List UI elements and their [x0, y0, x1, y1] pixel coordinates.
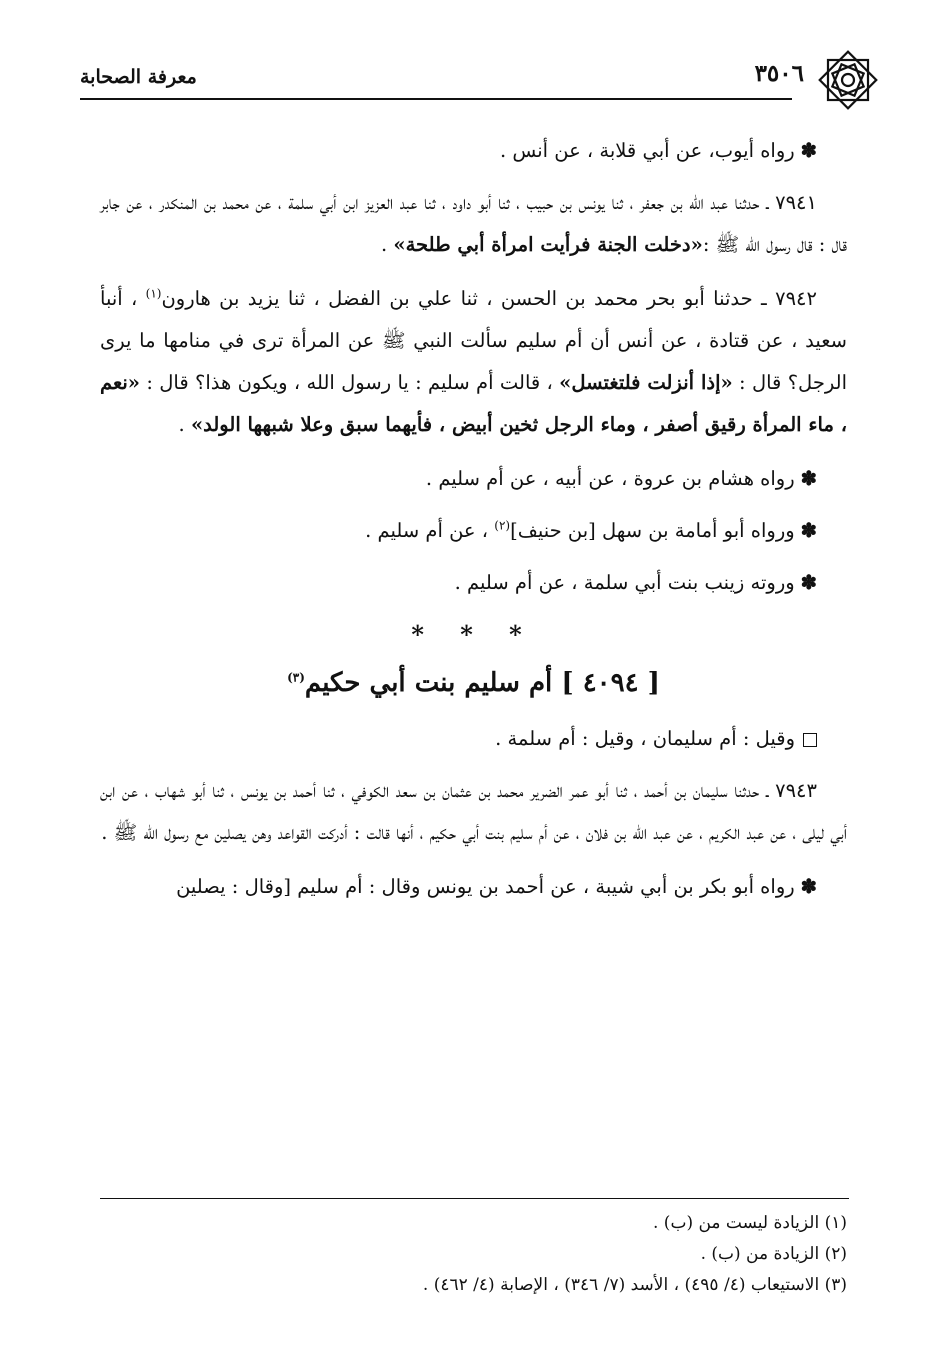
footnote-ref: (٣): [287, 670, 305, 685]
entry-heading: [ ٤٠٩٤ ] أم سليم بنت أبي حكيم$^{(٣)}$: [287, 668, 660, 698]
star-bullet-icon: ✽: [800, 467, 817, 490]
footnote-ref: (٢): [494, 518, 511, 533]
page-number: ٣٥٠٦: [754, 60, 804, 87]
footnote-rule: [100, 1198, 849, 1199]
narration-note: ✽وروته زينب بنت أبي سلمة ، عن أم سليم .: [454, 571, 817, 594]
star-bullet-icon: ✽: [800, 139, 817, 162]
footnote: (٢) الزيادة من (ب) .: [700, 1244, 847, 1264]
hadith-7943: ٧٩٤٣ ـ حدثنا سليمان بن أحمد ، ثنا أبو عمر الضرير محمد بن عثمان بن سعد الكوفي ، ثنا أحمد بن يونس ، ثنا أبو شهاب ، عن ابن أبي ليلى ، عن عبد الكريم ، عن عبد الله بن فلان ، عن أم سليم بنت أبي حكيم ، أنها قالت : أدركت القواعد وهن يصلين مع رسول الله ﷺ .: [100, 779, 847, 844]
narration-note: ✽رواه هشام بن عروة ، عن أبيه ، عن أم سليم .: [425, 467, 817, 490]
narration-note: ✽ورواه أبو أمامة بن سهل [بن حنيف]$^{(٢)}$ ، عن أم سليم .: [365, 518, 817, 542]
footnotes: [100, 1208, 847, 1301]
square-bullet-icon: [803, 733, 817, 747]
alternate-names: وقيل : أم سليمان ، وقيل : أم سلمة .: [100, 718, 847, 760]
star-bullet-icon: ✽: [800, 571, 817, 594]
narration-note: ✽رواه أيوب، عن أبي قلابة ، عن أنس .: [499, 139, 817, 162]
header-rule: [80, 98, 792, 100]
section-separator: * * *: [411, 620, 536, 649]
star-bullet-icon: ✽: [800, 875, 817, 898]
footnote: (٣) الاستيعاب (٤/ ٤٩٥) ، الأسد (٧/ ٣٤٦) ، الإصابة (٤/ ٤٦٢) .: [422, 1275, 847, 1295]
footnote: (١) الزيادة ليست من (ب) .: [653, 1213, 847, 1233]
hadith-7942: ٧٩٤٢ ـ حدثنا أبو بحر محمد بن الحسن ، ثنا علي بن الفضل ، ثنا يزيد بن هارون$^{(١)}$ ، أنبأ سعيد ، عن قتادة ، عن أنس أن أم سليم سألت النبي ﷺ عن المرأة ترى في منامها ما يرى الرجل؟ قال : «إذا أنزلت فلتغتسل» ، قالت أم سليم : يا رسول الله ، ويكون هذا؟ قال : «نعم ، ماء المرأة رقيق أصفر ، وماء الرجل ثخين أبيض ، فأيهما سبق وعلا شبهها الولد» .: [100, 286, 847, 436]
main-text: [100, 130, 847, 918]
running-title: معرفة الصحابة: [80, 66, 197, 88]
star-bullet-icon: ✽: [800, 519, 817, 542]
ornament-icon: [816, 48, 880, 112]
hadith-7941: ٧٩٤١ ـ حدثنا عبد الله بن جعفر ، ثنا يونس بن حبيب ، ثنا أبو داود ، ثنا عبد العزيز ابن أبي سلمة ، عن محمد بن المنكدر ، عن جابر قال : قال رسول الله ﷺ :«دخلت الجنة فرأيت امرأة أبي طلحة» .: [100, 191, 847, 256]
footnote-ref: (١): [145, 286, 162, 301]
narration-note: ✽رواه أبو بكر بن أبي شيبة ، عن أحمد بن يونس وقال : أم سليم [وقال : يصلين: [176, 875, 817, 898]
